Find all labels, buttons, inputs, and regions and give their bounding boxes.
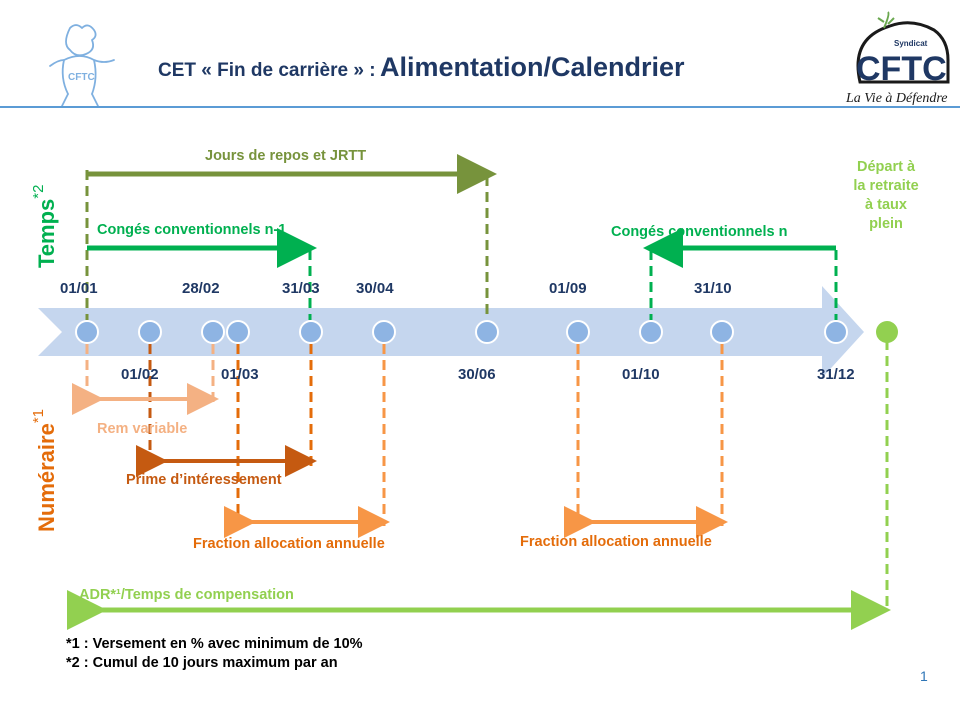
label-prime: Prime d’intéressement xyxy=(126,472,282,488)
title-main: Alimentation/Calendrier xyxy=(379,52,685,82)
date-label: 30/06 xyxy=(458,366,496,383)
dot-3004 xyxy=(373,321,395,343)
logo-syndicat-text: Syndicat xyxy=(894,39,928,48)
label-depart-retraite xyxy=(836,158,936,234)
dot-3103 xyxy=(300,321,322,343)
label-adr: ADR*¹/Temps de compensation xyxy=(79,587,294,603)
temps-note: *2 xyxy=(30,184,47,199)
date-label: 30/04 xyxy=(356,280,394,297)
label-fraction-1: Fraction allocation annuelle xyxy=(193,536,385,552)
numeraire-note: *1 xyxy=(30,408,47,424)
depart-line-1: Départ à xyxy=(856,159,916,175)
temps-text: Temps xyxy=(34,198,59,268)
dot-retraite xyxy=(876,321,898,343)
date-label: 31/10 xyxy=(694,280,732,297)
date-label: 28/02 xyxy=(182,280,220,297)
dot-3110 xyxy=(711,321,733,343)
date-label: 01/01 xyxy=(60,280,98,297)
dot-0110 xyxy=(640,321,662,343)
date-label: 01/02 xyxy=(121,366,159,383)
side-label-numeraire xyxy=(30,408,60,532)
label-conges-n: Congés conventionnels n xyxy=(611,224,788,240)
dot-0109 xyxy=(567,321,589,343)
date-label: 01/10 xyxy=(622,366,660,383)
logo-cftc-text: CFTC xyxy=(856,50,947,88)
depart-line-3: à taux xyxy=(865,197,907,213)
depart-line-4: plein xyxy=(869,216,903,232)
footnote-2: *2 : Cumul de 10 jours maximum par an xyxy=(66,655,338,671)
mascot-logo-text: CFTC xyxy=(68,72,95,83)
dot-3006 xyxy=(476,321,498,343)
label-rem-variable: Rem variable xyxy=(97,421,188,437)
title-prefix: CET « Fin de carrière » : xyxy=(158,60,376,81)
dot-0101 xyxy=(76,321,98,343)
label-fraction-2: Fraction allocation annuelle xyxy=(520,534,712,550)
dot-0103 xyxy=(227,321,249,343)
numeraire-text: Numéraire xyxy=(34,423,59,532)
dot-0102 xyxy=(139,321,161,343)
footnote-1: *1 : Versement en % avec minimum de 10% xyxy=(66,636,363,652)
side-label-temps xyxy=(30,184,60,268)
dot-3112 xyxy=(825,321,847,343)
logo-slogan-text: La Vie à Défendre xyxy=(846,91,948,106)
date-label: 31/12 xyxy=(817,366,855,383)
depart-line-2: la retraite xyxy=(853,178,919,194)
label-conges-n1: Congés conventionnels n-1 xyxy=(97,222,287,238)
date-label: 31/03 xyxy=(282,280,320,297)
dot-2802 xyxy=(202,321,224,343)
date-label: 01/09 xyxy=(549,280,587,297)
page-number: 1 xyxy=(920,668,928,684)
date-label: 01/03 xyxy=(221,366,259,383)
label-jours-repos: Jours de repos et JRTT xyxy=(205,148,367,164)
